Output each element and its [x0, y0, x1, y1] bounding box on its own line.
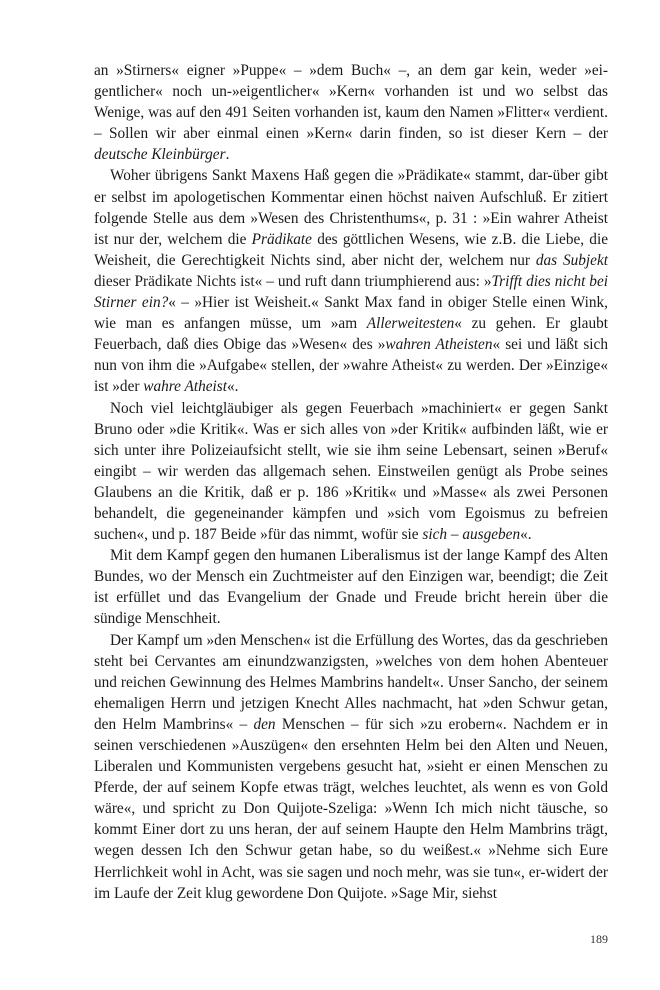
- paragraph: [94, 60, 608, 165]
- text-run: « sei und läßt sich nun von ihm die »Aufgabe« stellen, der »wahre Atheist« zu werden. Der »Einzige« ist »der: [94, 336, 608, 396]
- paragraph: [94, 630, 608, 904]
- italic-text: wahre Atheist: [143, 378, 228, 396]
- page-number: 189: [590, 932, 608, 946]
- text-run: « zu gehen. Er glaubt Feuerbach, daß dies Obige das »Wesen« des »: [94, 315, 608, 354]
- text-run: Menschen – für sich »zu erobern«. Nachdem er in seinen verschiedenen »Auszügen« den ersehnten Helm bei den Alten und Neuen, Liberalen und Kommunisten vergebens gesucht hat, »sieht er einen Menschen zu Pferde, der auf seinem Kopfe etwas trägt, welches leuchtet, als wenn es von Gold wäre«, und spricht zu Don Quijote-Szeliga: »Wenn Ich mich nicht täusche, so kommt Einer dort zu uns heran, der auf seinem Haupte den Helm Mambrins trägt, wegen dessen Ich den Schwur getan habe, so du weißest.« »Nehme sich Eure Herrlichkeit wohl in Acht, was sie sagen und noch mehr, was sie tun«, er-widert der im Laufe der Zeit klug gewordene Don Quijote. »Sage Mir, siehst: [94, 715, 608, 902]
- text-run: Noch viel leichtgläubiger als gegen Feuerbach »machiniert« er gegen Sankt Bruno oder »die Kritik«. Was er sich alles von »der Kritik« aufbinden läßt, wie er sich unter ihre Polizeiaufsicht stellt, wie sie ihm seine Lebensart, seinen »Beruf« eingibt – wir werden das allgemach sehen. Einstweilen genügt als Probe seines Glaubens an die Kritik, daß er p. 186 »Kritik« und »Masse« als zwei Personen behandelt, die gegeneinander kämpfen und »sich vom Egoismus zu befreien suchen«, und p. 187 Beide »für das nimmt, wofür sie: [94, 399, 608, 544]
- text-run: .: [225, 146, 230, 164]
- text-run: «.: [520, 526, 532, 544]
- paragraph: [94, 545, 608, 629]
- italic-text: wahren Atheisten: [385, 336, 493, 354]
- italic-text: das Subjekt: [535, 251, 608, 269]
- paragraph: [94, 398, 608, 546]
- italic-text: Trifft dies nicht bei Stirner ein?: [94, 272, 608, 312]
- text-run: «.: [227, 378, 239, 396]
- text-run: Mit dem Kampf gegen den humanen Liberalismus ist der lange Kampf des Alten Bundes, wo der Mensch ein Zuchtmeister auf den Einzigen war, beendigt; die Zeit ist erfüllet und das Evangelium der Gnade und Freude bricht herein über die sündige Menschheit.: [94, 547, 608, 628]
- italic-text: sich – ausgeben: [422, 526, 521, 544]
- italic-text: Prädikate: [251, 230, 312, 248]
- text-run: Der Kampf um »den Menschen« ist die Erfüllung des Wortes, das da geschrieben steht bei Cervantes am einundzwanzigsten, »welches von dem hohen Abenteuer und reichen Gewinnung des Helmes Mambrins handelt«. Unser Sancho, der seinem ehemaligen Herrn und jetzigen Knecht Alles nachmacht, hat »den Schwur getan, den Helm Mambrins« –: [94, 631, 608, 733]
- text-run: des göttlichen Wesens, wie z.B. die Liebe, die Weisheit, die Gerechtigkeit Nichts sind, aber nicht der, welchem nur: [94, 230, 608, 269]
- page-body-text: [94, 60, 608, 904]
- text-run: an »Stirners« eigner »Puppe« – »dem Buch« –, an dem gar kein, weder »ei-gentlicher« noch un-»eigentlicher« »Kern« vorhanden ist und wo selbst das Wenige, was auf den 491 Seiten vorhanden ist, kaum den Namen »Flitter« verdient. – Sollen wir aber einmal einen »Kern« darin finden, so ist dieser Kern – der: [94, 62, 608, 143]
- paragraph: [94, 165, 608, 397]
- text-run: Woher übrigens Sankt Maxens Haß gegen die »Prädikate« stammt, dar-über gibt er selbst im apologetischen Kommentar einen höchst naiven Aufschluß. Er zitiert folgende Stelle aus dem »Wesen des Christenthums«, p. 31 : »Ein wahrer Atheist ist nur der, welchem die: [94, 167, 608, 248]
- text-run: « – »Hier ist Weisheit.« Sankt Max fand in obiger Stelle einen Wink, wie man es anfangen müsse, um »am: [94, 294, 609, 333]
- italic-text: den: [253, 715, 276, 733]
- text-run: dieser Prädikate Nichts ist« – und ruft dann triumphierend aus: »: [94, 272, 492, 290]
- italic-text: Allerweitesten: [366, 315, 455, 333]
- italic-text: deutsche Kleinbürger: [94, 146, 226, 164]
